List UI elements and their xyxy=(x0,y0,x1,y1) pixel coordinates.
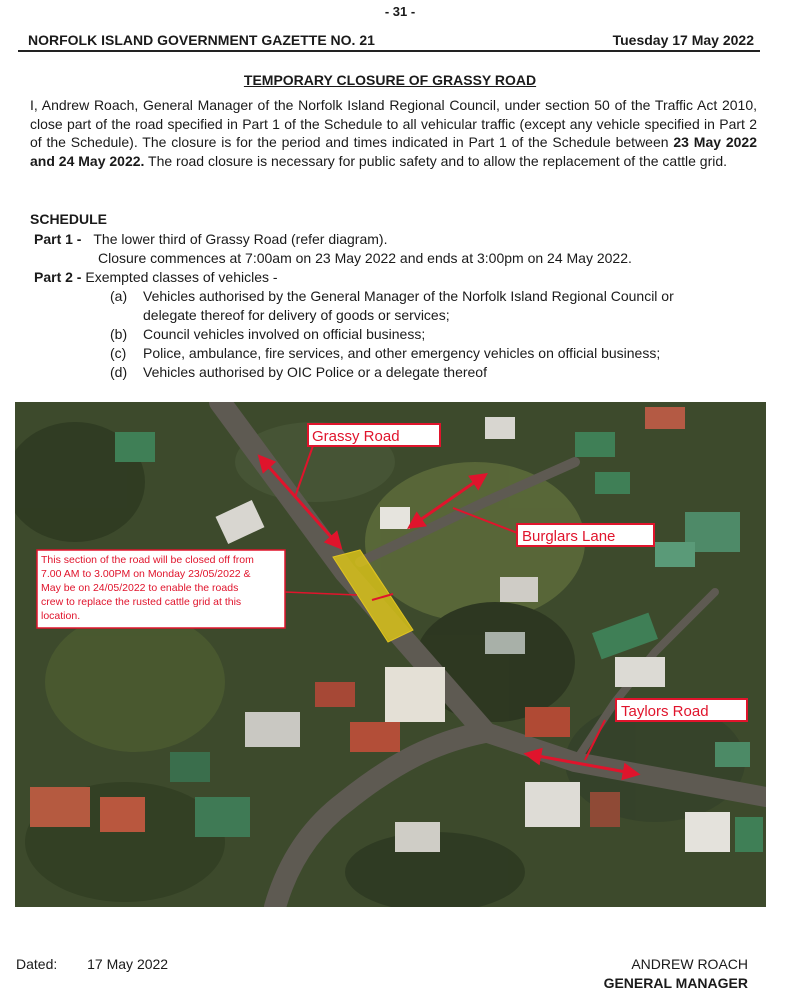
part2-label: Part 2 - xyxy=(34,269,82,285)
exemption-mark: (a) xyxy=(110,288,128,304)
dated-value: 17 May 2022 xyxy=(87,956,169,972)
gazette-date: Tuesday 17 May 2022 xyxy=(612,32,754,48)
grassy-road-label-text: Grassy Road xyxy=(312,428,400,445)
part2-text: Exempted classes of vehicles - xyxy=(85,269,278,285)
closure-note-line: 7.00 AM to 3.00PM on Monday 23/05/2022 & xyxy=(41,568,251,580)
closure-note-line: crew to replace the rusted cattle grid at this xyxy=(41,596,242,608)
exemption-item xyxy=(110,287,730,325)
page-number: - 31 - xyxy=(384,4,416,19)
exemption-mark: (d) xyxy=(110,364,128,380)
notice-body-intro: I, Andrew Roach, General Manager of the Norfolk Island Regional Council, under section 50 of the Traffic Act 2010, close part of the road specified in Part 1 of the Schedule to all vehicular traffic (except any vehicle specified in Part 2 of the Schedule). The closure is for the period and times indicated in Part 1 of the Schedule between xyxy=(30,97,757,150)
exemption-mark: (c) xyxy=(110,345,127,361)
signatory-title: GENERAL MANAGER xyxy=(603,975,748,991)
signatory-name: ANDREW ROACH xyxy=(631,956,748,972)
notice-body-dates: 23 May 2022 and 24 May 2022. xyxy=(30,134,757,169)
notice-body xyxy=(30,96,757,170)
aerial-map xyxy=(15,402,766,907)
taylors-road-label xyxy=(616,699,747,721)
part1-line2: Closure commences at 7:00am on 23 May 2022 and ends at 3:00pm on 24 May 2022. xyxy=(98,250,632,266)
dated-label: Dated: xyxy=(16,956,58,972)
burglars-lane-label-text: Burglars Lane xyxy=(522,528,616,545)
notice-title: TEMPORARY CLOSURE OF GRASSY ROAD xyxy=(243,72,537,88)
schedule-heading: SCHEDULE xyxy=(30,211,108,227)
gazette-title: NORFOLK ISLAND GOVERNMENT GAZETTE NO. 21 xyxy=(28,32,375,48)
dated-line xyxy=(16,956,168,972)
part2-line xyxy=(34,268,278,286)
closure-note-line: This section of the road will be closed off from xyxy=(41,554,254,566)
closure-note-line: May be on 24/05/2022 to enable the roads xyxy=(41,582,239,594)
part1-label: Part 1 - xyxy=(34,231,82,247)
closure-note xyxy=(37,550,285,628)
notice-body-end: The road closure is necessary for public safety and to allow the replacement of the cattle grid. xyxy=(144,152,728,169)
taylors-road-label-text: Taylors Road xyxy=(621,703,709,720)
part1-text: The lower third of Grassy Road (refer diagram). xyxy=(93,231,388,247)
exemption-text: Vehicles authorised by the General Manager of the Norfolk Island Regional Council or delegate thereof for delivery of goods or services; xyxy=(143,288,674,323)
grassy-road-label xyxy=(308,424,440,446)
closure-note-line: location. xyxy=(41,610,81,622)
gazette-header xyxy=(18,30,760,52)
part1-line1 xyxy=(34,230,387,248)
burglars-lane-label xyxy=(517,524,654,546)
exemption-mark: (b) xyxy=(110,326,128,342)
exemption-text: Council vehicles involved on official business; xyxy=(143,326,426,342)
exemption-text: Police, ambulance, fire services, and other emergency vehicles on official business; xyxy=(143,345,661,361)
exemption-text: Vehicles authorised by OIC Police or a delegate thereof xyxy=(143,364,487,380)
